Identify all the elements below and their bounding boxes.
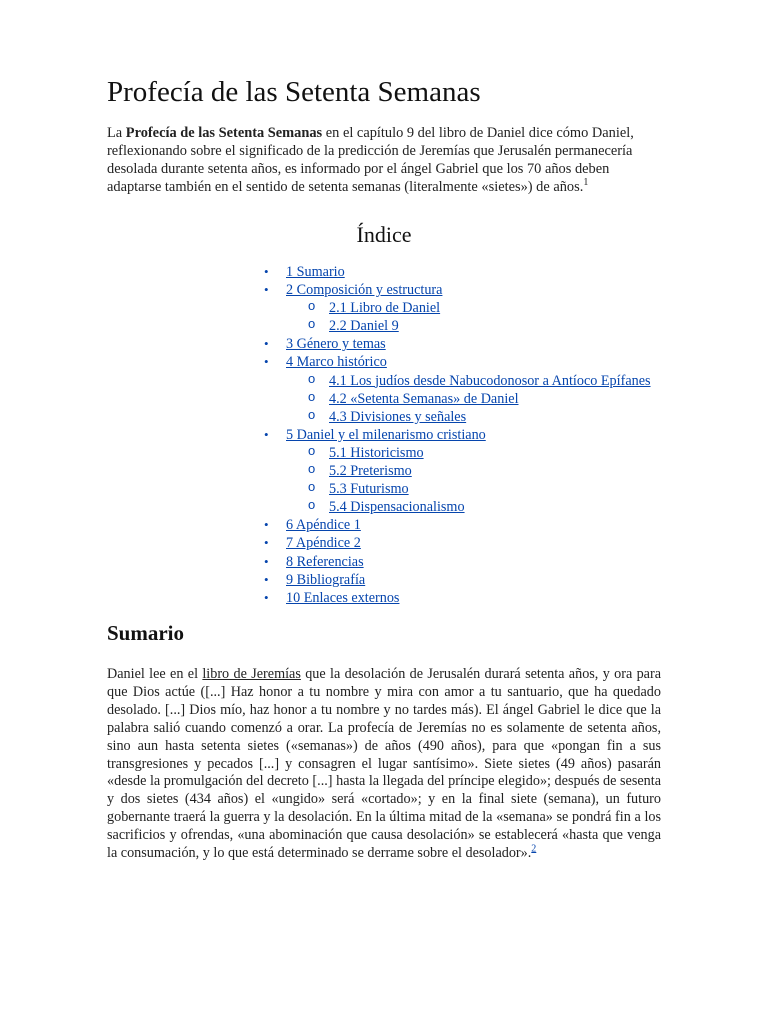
toc-subitem	[264, 444, 704, 462]
intro-bold-term: Profecía de las Setenta Semanas	[125, 125, 323, 141]
toc-title: Índice	[356, 222, 412, 247]
toc-link[interactable]: 5.3 Futurismo	[329, 481, 409, 498]
toc-item	[264, 335, 704, 353]
toc-link[interactable]: 1 Sumario	[286, 264, 345, 280]
toc-link[interactable]: 2 Composición y estructura	[286, 282, 443, 299]
toc-link[interactable]: 6 Apéndice 1	[286, 517, 361, 534]
intro-paragraph	[107, 124, 663, 196]
toc-subitem	[264, 390, 704, 408]
toc-subitem	[264, 408, 704, 426]
intro-prefix: La	[107, 125, 126, 141]
toc-link[interactable]: 4.1 Los judíos desde Nabucodonosor a Antíoco Epífanes	[329, 372, 651, 389]
toc-item	[264, 516, 704, 534]
toc-link[interactable]: 3 Género y temas	[286, 336, 386, 353]
toc-item	[264, 534, 704, 552]
toc-subitem	[264, 462, 704, 480]
summary-paragraph	[107, 666, 661, 863]
toc-subitem	[264, 480, 704, 498]
intro-text: en el capítulo 9 del libro de Daniel dice cómo Daniel, reflexionando sobre el significado de la predicción de Jeremías que Jerusalén permanecería desolada durante setenta años, es informado por el ángel Gabriel que los 70 años deben adaptarse también en el sentido de setenta semanas (literalmente «sietes») de años.	[107, 125, 634, 195]
toc-link[interactable]: 4.3 Divisiones y señales	[329, 408, 467, 425]
toc-subitem	[264, 372, 704, 390]
toc-link[interactable]: 5.1 Historicismo	[329, 444, 424, 461]
section-heading-sumario: Sumario	[107, 621, 185, 645]
summary-text-start: Daniel lee en el	[107, 666, 203, 682]
toc-link[interactable]: 9 Bibliografía	[286, 571, 366, 588]
link-libro-de-jeremias[interactable]: libro de Jeremías	[202, 666, 301, 682]
toc-subitem	[264, 498, 704, 516]
toc-link[interactable]: 8 Referencias	[286, 553, 364, 570]
footnote-ref-1[interactable]: 1	[583, 177, 589, 189]
toc-link[interactable]: 10 Enlaces externos	[286, 589, 400, 606]
table-of-contents	[264, 220, 704, 607]
toc-link[interactable]: 5 Daniel y el milenarismo cristiano	[286, 426, 486, 443]
toc-subitem	[264, 317, 704, 335]
summary-text-body: que la desolación de Jerusalén durará setenta años, y ora para que Dios actúe ([...] Haz honor a tu nombre y mira con amor a tu santuario, que ha quedado desolado. [...] Dios mío, haz honor a tu nombre y no tardes más). El ángel Gabriel le dice que la palabra salió cuando comenzó a orar. La profecía de Jeremías no es solamente de setenta años, sino aun hasta setenta sietes («semanas») de años (490 años), para que «pongan fin a sus transgresiones y pecados [...] y consagren el lugar santísimo». Siete sietes (49 años) pasarán «desde la promulgación del decreto [...] hasta la llegada del príncipe elegido»; después de sesenta y dos sietes (434 años) el «ungido» será «cortado»; y en la final siete (semana), un futuro gobernante traerá la guerra y la desolación. En la última mitad de la «semana» se pondrá fin a los sacrificios y ofrendas, «una abominación que causa desolación» se establecerá «hasta que venga la consumación, y lo que está determinado se derrame sobre el desolador».	[107, 666, 662, 862]
toc-link[interactable]: 4 Marco histórico	[286, 354, 387, 371]
toc-link[interactable]: 7 Apéndice 2	[286, 535, 361, 552]
toc-subitem	[264, 299, 704, 317]
toc-item	[264, 553, 704, 571]
toc-item	[264, 353, 704, 371]
toc-list	[264, 263, 704, 607]
toc-item	[264, 426, 704, 444]
toc-link[interactable]: 5.2 Preterismo	[329, 463, 412, 480]
toc-item	[264, 571, 704, 589]
toc-item	[264, 589, 704, 607]
toc-link[interactable]: 4.2 «Setenta Semanas» de Daniel	[329, 390, 519, 407]
toc-item	[264, 263, 704, 281]
article-page	[107, 70, 663, 862]
toc-link[interactable]: 2.2 Daniel 9	[329, 318, 399, 335]
toc-item	[264, 281, 704, 299]
page-title: Profecía de las Setenta Semanas	[107, 76, 481, 108]
footnote-ref-2[interactable]: 2	[531, 843, 537, 855]
toc-link[interactable]: 5.4 Dispensacionalismo	[329, 499, 465, 516]
toc-link[interactable]: 2.1 Libro de Daniel	[329, 300, 441, 317]
